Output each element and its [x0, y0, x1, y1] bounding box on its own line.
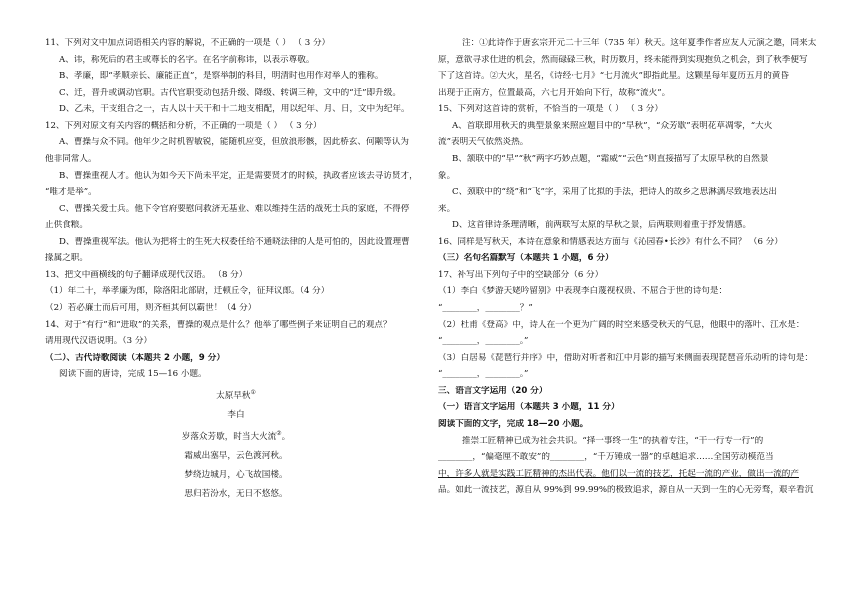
q14-stem-cont: 请用现代汉语说明。（3 分）: [45, 336, 153, 347]
q11-option-c: C、迁，晋升或调动官职。古代官职变动包括升级、降级、转调三种，文中的“迁”即升级。: [59, 87, 401, 98]
q12-option-a: A、曹操与众不同。他年少之时机智敏锐，能随机应变，但放浪形骸，因此桥玄、何颙等认为: [59, 137, 409, 148]
q17-item-2: （2）杜甫《登高》中，诗人在一个更为广阔的时空来感受秋天的气息，他眼中的落叶、江水是：: [438, 319, 805, 330]
language-use-heading: （一）语言文字运用（本题共 3 小题，11 分）: [438, 402, 620, 413]
poem-line-footnote: ②: [276, 429, 282, 437]
poem-line-1: 岁落众芳歇，时当大火流②。: [181, 429, 291, 442]
q12-option-d-cont: 掾属之职。: [45, 253, 88, 264]
q15-option-c-cont: 来。: [438, 203, 456, 214]
right-column: [438, 38, 830, 502]
q15-stem: 15、下列对这首诗的赏析，不恰当的一项是（ ） （ 3 分）: [438, 104, 663, 115]
part-three-heading: 三、语言文字运用（20 分）: [438, 385, 548, 396]
q15-option-d: D、这首律诗条理清晰，前两联写太原的早秋之景，后两联则着重于抒发情感。: [452, 220, 752, 231]
q15-option-a: A、首联即用秋天的典型景象来照应题目中的“早秋”，“众芳歇”表明花草凋零，“大火: [452, 120, 773, 131]
q12-option-d: D、曹操重视军法。他认为把将士的生死大权委任给不通晓法律的人是可怕的，因此设置理曹: [59, 236, 410, 247]
q17-blank-3: “________，________。”: [438, 369, 529, 380]
q11-option-a: A、讳，称死后的君主或尊长的名字。在名字前称讳，以表示尊敬。: [59, 54, 315, 65]
poem-line-4: 思归若汾水，无日不悠悠。: [184, 489, 288, 499]
q12-option-c-cont: 止供食粮。: [45, 220, 88, 231]
q15-option-a-cont: 流”表明天气依然炎热。: [438, 137, 529, 148]
poem-notes-cont-3: 出现于正南方，位置最高，六七月开始向下行，故称“流火”。: [438, 87, 671, 98]
q14-stem: 14、对于“有行”和“进取”的关系，曹操的观点是什么？他举了哪些例子来证明自己的观点？: [45, 319, 392, 330]
q17-item-3: （3）白居易《琵琶行并序》中，借助对听者和江中月影的描写来侧面表现琵琶音乐动听的诗句是：: [438, 352, 814, 363]
q11-option-d: D、乙未，干支组合之一，古人以十天干和十二地支相配，用以纪年、月、日，文中为纪年。: [59, 104, 410, 115]
section-poetry-heading: （二）、古代诗歌阅读（本题共 2 小题，9 分）: [45, 352, 225, 363]
q11-option-b: B、孝廉，即“孝顺亲长、廉能正直”，是察举制的科目，明清时也用作对举人的雅称。: [59, 71, 384, 82]
left-column: [45, 38, 427, 508]
q13-stem: 13、把文中画横线的句子翻译成现代汉语。 （8 分）: [45, 269, 248, 280]
q17-stem: 17、补写出下列句子中的空缺部分（6 分）: [438, 269, 604, 280]
passage-line-2: ________，“偏毫厘不敢安”的________，“千万锤成一器”的卓越追求……全国劳动模范当: [438, 452, 774, 463]
q17-item-1: （1）李白《梦游天姥吟留别》中表现李白蔑视权贵、不屈合于世的诗句是：: [438, 286, 728, 297]
q12-stem: 12、下列对原文有关内容的概括和分析，不正确的一项是（ ） （ 3 分）: [45, 120, 322, 131]
q15-option-b-cont: 象。: [438, 170, 456, 181]
q13-sentence-2: （2）若必廉士而后可用，则齐桓其何以霸世！（4 分）: [45, 303, 257, 313]
passage-line-4: 品。如此一流技艺，源自从 99%到 99.99%的极致追求，源自从一天到一生的心无旁骛，艰辛看沉: [438, 485, 814, 496]
q15-option-b: B、颔联中的“早”“秋”两字巧妙点题，“霜威”“云色”则直接描写了太原早秋的自然景: [452, 153, 769, 164]
q12-option-b-cont: “唯才是举”。: [45, 187, 97, 198]
poem-notes-cont-1: 原，意欲寻求仕进的机会，然而碌碌三秋，时历数月，终未能得到实现抱负之机会，到了秋季便写: [438, 54, 808, 65]
q15-option-c: C、颈联中的“绕”和“飞”字，采用了比拟的手法，把诗人的故乡之思淋漓尽致地表达出: [452, 187, 777, 198]
q11-stem: 11、下列对文中加点词语相关内容的解说，不正确的一项是（ ） （ 3 分）: [45, 38, 331, 48]
poem-notes-cont-2: 下了这首诗。②大火，星名，《诗经·七月》“七月流火”即指此星。这颗星每年夏历五月的黄昏: [438, 71, 789, 82]
q12-option-c: C、曹操关爱士兵。他下令官府要慰问救济无基业、难以维持生活的战死士兵的家庭，不得停: [59, 203, 410, 214]
poem-line-2: 霜威出塞早，云色渡河秋。: [184, 450, 288, 461]
passage-line-3: 中，许多人就是实践工匠精神的杰出代表。他们以一流的技艺，托起一流的产业，做出一流的产: [438, 468, 799, 479]
q17-blank-2: “________，________。”: [438, 336, 529, 347]
reading-instruction: 阅读下面的文字，完成 18—20 小题。: [438, 418, 589, 429]
q16-stem: 16、同样是写秋天，本诗在意象和情感表达方面与《沁园春•长沙》有什么不同？ （6 分）: [438, 236, 783, 247]
q17-blank-1: “________，________？”: [438, 303, 533, 313]
q13-sentence-1: （1）年二十，举孝廉为郎，除洛阳北部尉，迁顿丘令，征拜议郎。（4 分）: [45, 286, 330, 297]
poetry-intro: 阅读下面的唐诗，完成 15—16 小题。: [59, 369, 207, 380]
section-dictation-heading: （三）名句名篇默写（本题共 1 小题，6 分）: [438, 253, 614, 264]
poem-line-3: 梦绕边城月，心飞故国楼。: [184, 469, 288, 480]
poem-notes: 注：①此诗作于唐玄宗开元二十三年（735 年）秋天。这年夏季作者应友人元演之邀，同来太: [462, 38, 817, 48]
passage-line-1: 推崇工匠精神已成为社会共识。“择一事终一生”的执着专注，“干一行专一行”的: [462, 435, 764, 446]
q12-option-a-cont: 他非同常人。: [45, 153, 97, 164]
poem-author: 李白: [227, 410, 245, 421]
poem-title-footnote: ①: [250, 389, 256, 397]
poem-title: 太原早秋①: [216, 389, 256, 402]
q12-option-b: B、曹操重视人才。他认为如今天下尚未平定，正是需要贤才的时候，执政者应该去寻访贤才，: [59, 170, 418, 181]
